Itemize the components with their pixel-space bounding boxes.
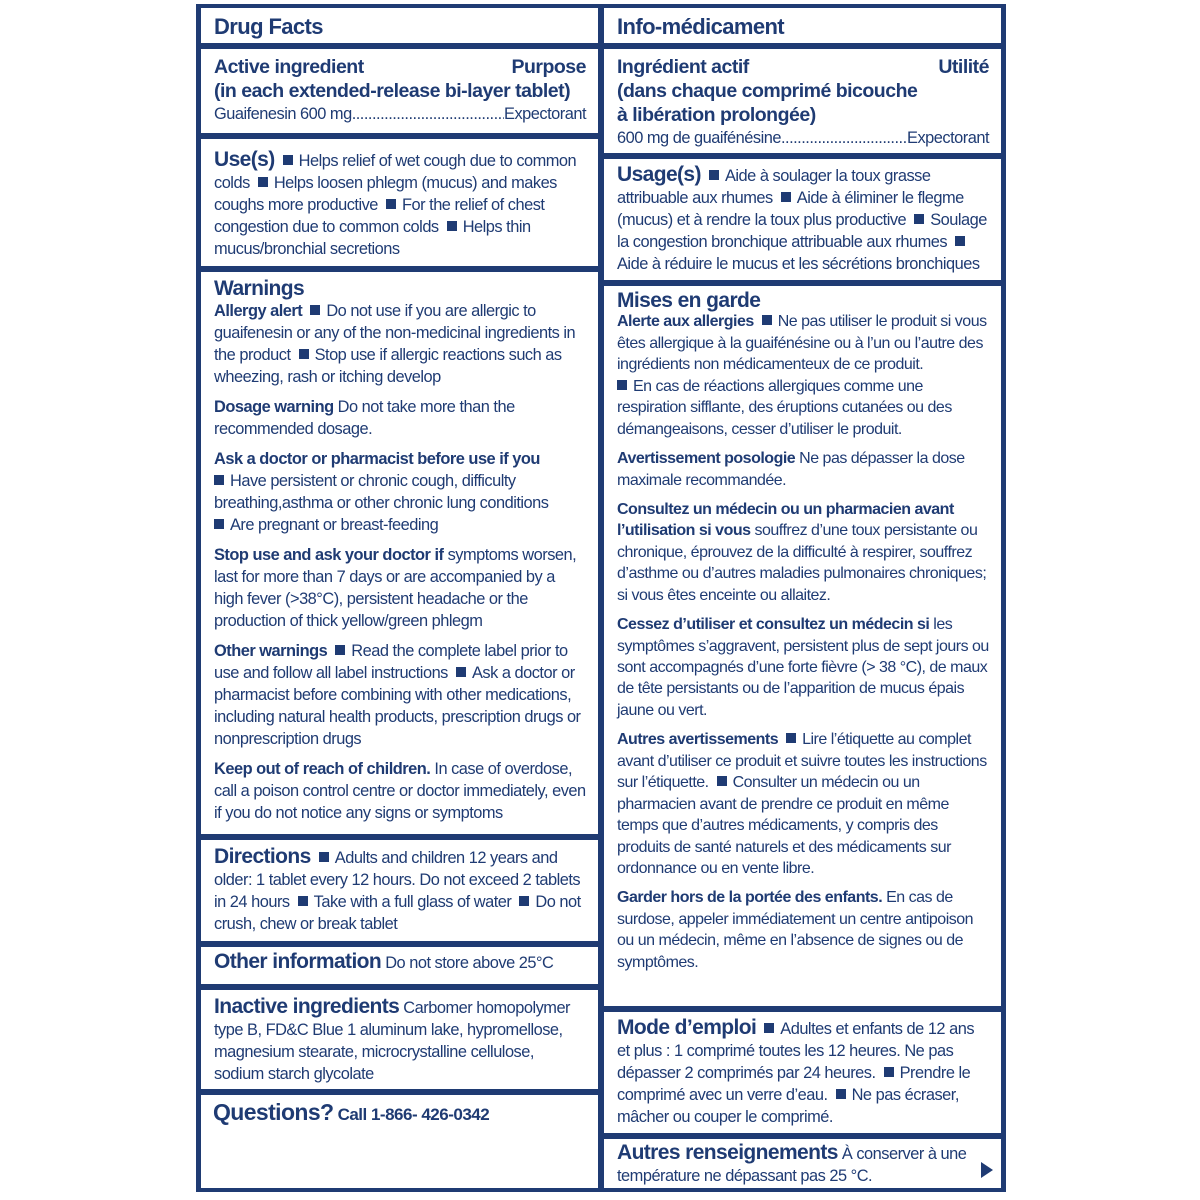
square-bullet bbox=[214, 519, 224, 529]
square-bullet bbox=[955, 236, 965, 246]
dot-leader bbox=[352, 103, 504, 125]
direction-item: Take with a full glass of water bbox=[313, 893, 512, 911]
use-item: For the relief of chest congestion due to common colds bbox=[214, 196, 545, 236]
mises-en-garde-box bbox=[604, 286, 1001, 1006]
allergie-item: En cas de réactions allergiques comme une respiration sifflante, des éruptions cutanées ou des démangeaisons, cesser d’utiliser le produit. bbox=[617, 377, 952, 438]
direction-item: Do not crush, chew or break tablet bbox=[214, 893, 581, 933]
ingredient-purpose-fr: Expectorant bbox=[907, 129, 989, 147]
autres-avertissements bbox=[617, 729, 989, 879]
square-bullet bbox=[283, 155, 293, 165]
square-bullet bbox=[781, 192, 791, 202]
questions-title: Questions? bbox=[213, 1099, 334, 1125]
uses-box bbox=[201, 139, 598, 266]
square-bullet bbox=[717, 776, 727, 786]
questions-phone: Call 1-866- 426-0342 bbox=[337, 1105, 490, 1124]
ingredient-name: Guaifenesin 600 mg bbox=[214, 105, 352, 123]
other-information-title: Other information bbox=[214, 950, 382, 973]
garder-hors-portee-label: Garder hors de la portée des enfants. bbox=[617, 889, 883, 907]
dosage-warning bbox=[214, 396, 586, 440]
usage-item: Aide à réduire le mucus et les sécrétions bronchiques bbox=[617, 255, 980, 273]
questions-box bbox=[201, 1095, 598, 1188]
avertissement-posologie-label: Avertissement posologie bbox=[617, 450, 796, 468]
mode-emploi-item: Adultes et enfants de 12 ans et plus : 1 comprimé toutes les 12 heures. Ne pas dépasser 2 comprimés par 24 heures. bbox=[617, 1020, 975, 1082]
allergy-item: Do not use if you are allergic to guaifenesin or any of the non-medicinal ingredients in the product bbox=[214, 302, 576, 364]
square-bullet bbox=[884, 1067, 894, 1077]
stop-use-text: symptoms worsen, last for more than 7 days or are accompanied by a high fever (>38°C), persistent headache or the production of thick yellow/green phlegm bbox=[214, 546, 577, 630]
autre-avertissement-item: Lire l’étiquette au complet avant d’utiliser ce produit et suivre toutes les instructions sur l’étiquette. bbox=[617, 731, 987, 792]
allergy-item: Stop use if allergic reactions such as wheezing, rash or itching develop bbox=[214, 346, 562, 386]
avertissement-posologie bbox=[617, 448, 989, 491]
autres-renseignements-box bbox=[604, 1139, 1001, 1188]
info-medicament-title-box bbox=[604, 8, 1001, 43]
cessez-utiliser-label: Cessez d’utiliser et consultez un médecin si bbox=[617, 616, 930, 634]
square-bullet bbox=[335, 645, 345, 655]
warnings-title: Warnings bbox=[214, 277, 305, 300]
inactive-ingredients-text: Carbomer homopolymer type B, FD&C Blue 1 aluminum lake, hypromellose, magnesium stearate, microcrystalline cellulose, sodium starch glycolate bbox=[214, 999, 571, 1083]
uses-title: Use(s) bbox=[214, 148, 275, 171]
direction-item: Adults and children 12 years and older: 1 tablet every 12 hours. Do not exceed 2 tablets in 24 hours bbox=[214, 849, 581, 911]
square-bullet bbox=[914, 214, 924, 224]
square-bullet bbox=[447, 221, 457, 231]
usage-item: Aide à soulager la toux grasse attribuable aux rhumes bbox=[617, 167, 931, 207]
ingredient-line-fr bbox=[617, 127, 989, 149]
mode-emploi-item: Ne pas écraser, mâcher ou couper le comprimé. bbox=[617, 1086, 959, 1126]
cessez-utiliser-text: les symptômes s’aggravent, persistent plus de sept jours ou sont accompagnés d’une forte fièvre (> 38 °C), de maux de tête persistants ou de l’apparition de mucus épais jaune ou vert. bbox=[617, 616, 989, 719]
ingredient-actif-heading: Ingrédient actif bbox=[617, 56, 749, 78]
square-bullet bbox=[386, 199, 396, 209]
stop-use-label: Stop use and ask your doctor if bbox=[214, 546, 444, 564]
square-bullet bbox=[258, 177, 268, 187]
autres-renseignements-title: Autres renseignements bbox=[617, 1141, 838, 1164]
drug-facts-title: Drug Facts bbox=[214, 14, 323, 39]
use-item: Helps relief of wet cough due to common colds bbox=[214, 152, 577, 192]
other-information-text: Do not store above 25°C bbox=[385, 954, 554, 972]
keep-out-text: In case of overdose, call a poison control centre or doctor immediately, even if you do not notice any signs or symptoms bbox=[214, 760, 586, 822]
allergy-alert bbox=[214, 300, 586, 388]
square-bullet bbox=[786, 733, 796, 743]
mode-emploi-box bbox=[604, 1012, 1001, 1133]
allergie-item: Ne pas utiliser le produit si vous êtes allergique à la guaifénésine ou à l’un ou l’autre des ingrédients non médicamenteux de ce produit. bbox=[617, 313, 987, 374]
ask-doctor-label: Ask a doctor or pharmacist before use if you bbox=[214, 450, 540, 468]
purpose-heading: Purpose bbox=[511, 56, 586, 78]
square-bullet bbox=[310, 305, 320, 315]
avertissement-posologie-text: Ne pas dépasser la dose maximale recommandée. bbox=[617, 450, 965, 489]
use-item: Helps thin mucus/bronchial secretions bbox=[214, 218, 531, 258]
ask-item: Have persistent or chronic cough, difficulty breathing,asthma or other chronic lung conditions bbox=[214, 472, 549, 512]
other-warning-item: Ask a doctor or pharmacist before combining with other medications, including natural health products, prescription drugs or nonprescription drugs bbox=[214, 664, 581, 748]
consultez-medecin-text: souffrez d’une toux persistante ou chronique, éprouvez de la difficulté à respirer, souffrez d’asthme ou d’autres maladies pulmonaires chroniques; si vous êtes enceinte ou allaitez. bbox=[617, 522, 987, 604]
other-information-box bbox=[201, 947, 598, 984]
use-item: Helps loosen phlegm (mucus) and makes coughs more productive bbox=[214, 174, 557, 214]
square-bullet bbox=[836, 1089, 846, 1099]
ask-doctor bbox=[214, 448, 586, 536]
square-bullet bbox=[519, 896, 529, 906]
inactive-ingredients-box bbox=[201, 990, 598, 1089]
square-bullet bbox=[298, 896, 308, 906]
autre-avertissement-item: Consulter un médecin ou un pharmacien avant de prendre ce produit en même temps que d’autres médicaments, y compris des produits de santé naturels et des médicaments sur ordonnance ou en vente libre. bbox=[617, 774, 951, 877]
ingredient-name-fr: 600 mg de guaifénésine bbox=[617, 129, 781, 147]
warnings-box bbox=[201, 272, 598, 834]
english-column bbox=[201, 8, 598, 1188]
square-bullet bbox=[319, 852, 329, 862]
other-warnings bbox=[214, 640, 586, 750]
stop-use bbox=[214, 544, 586, 632]
consultez-medecin bbox=[617, 499, 989, 606]
square-bullet bbox=[709, 170, 719, 180]
square-bullet bbox=[762, 315, 772, 325]
alerte-allergies bbox=[617, 311, 989, 440]
usages-title: Usage(s) bbox=[617, 163, 701, 186]
dosage-warning-label: Dosage warning bbox=[214, 398, 334, 416]
drug-facts-title-box bbox=[201, 8, 598, 43]
mises-en-garde-title: Mises en garde bbox=[617, 289, 761, 312]
garder-hors-portee bbox=[617, 887, 989, 973]
triangle-right-icon bbox=[981, 1162, 993, 1178]
cessez-utiliser bbox=[617, 614, 989, 721]
square-bullet bbox=[299, 349, 309, 359]
garder-hors-portee-text: En cas de surdose, appeler immédiatement un centre antipoison ou un médecin, même en l’absence de signes ou de symptômes. bbox=[617, 889, 974, 971]
info-medicament-title: Info-médicament bbox=[617, 14, 785, 39]
mode-emploi-item: Prendre le comprimé avec un verre d’eau. bbox=[617, 1064, 971, 1104]
other-warnings-label: Other warnings bbox=[214, 642, 328, 660]
keep-out-of-reach bbox=[214, 758, 586, 824]
usage-item: Aide à éliminer le flegme (mucus) et à rendre la toux plus productive bbox=[617, 189, 964, 229]
ask-item: Are pregnant or breast-feeding bbox=[230, 516, 439, 534]
usage-item: Soulage la congestion bronchique attribuable aux rhumes bbox=[617, 211, 987, 251]
usages-box bbox=[604, 159, 1001, 280]
active-ingredient-subheading: (in each extended-release bi-layer tablet) bbox=[214, 80, 571, 102]
ingredient-purpose: Expectorant bbox=[504, 105, 586, 123]
ingredient-line bbox=[214, 103, 586, 125]
active-ingredient-box bbox=[201, 49, 598, 133]
keep-out-label: Keep out of reach of children. bbox=[214, 760, 431, 778]
inactive-ingredients-title: Inactive ingredients bbox=[214, 995, 400, 1018]
allergy-alert-label: Allergy alert bbox=[214, 302, 303, 320]
square-bullet bbox=[764, 1023, 774, 1033]
autres-renseignements-text: À conserver à une température ne dépassant pas 25 °C. bbox=[617, 1145, 967, 1185]
other-warning-item: Read the complete label prior to use and follow all label instructions bbox=[214, 642, 568, 682]
square-bullet bbox=[214, 475, 224, 485]
mode-emploi-title: Mode d’emploi bbox=[617, 1016, 757, 1039]
alerte-allergies-label: Alerte aux allergies bbox=[617, 313, 754, 331]
drug-facts-label bbox=[196, 4, 1006, 1192]
directions-box bbox=[201, 840, 598, 941]
ingredient-actif-box bbox=[604, 49, 1001, 153]
autres-avertissements-label: Autres avertissements bbox=[617, 731, 779, 749]
active-ingredient-heading: Active ingredient bbox=[214, 56, 364, 78]
french-column bbox=[604, 8, 1001, 1188]
dosage-warning-text: Do not take more than the recommended dosage. bbox=[214, 398, 515, 438]
directions-title: Directions bbox=[214, 845, 311, 868]
square-bullet bbox=[456, 667, 466, 677]
utilite-heading: Utilité bbox=[938, 56, 989, 78]
dot-leader bbox=[781, 127, 907, 149]
consultez-medecin-label: Consultez un médecin ou un pharmacien avant l’utilisation si vous bbox=[617, 500, 954, 540]
square-bullet bbox=[617, 380, 627, 390]
ingredient-actif-subheading: (dans chaque comprimé bicouche à libération prolongée) bbox=[617, 80, 918, 126]
